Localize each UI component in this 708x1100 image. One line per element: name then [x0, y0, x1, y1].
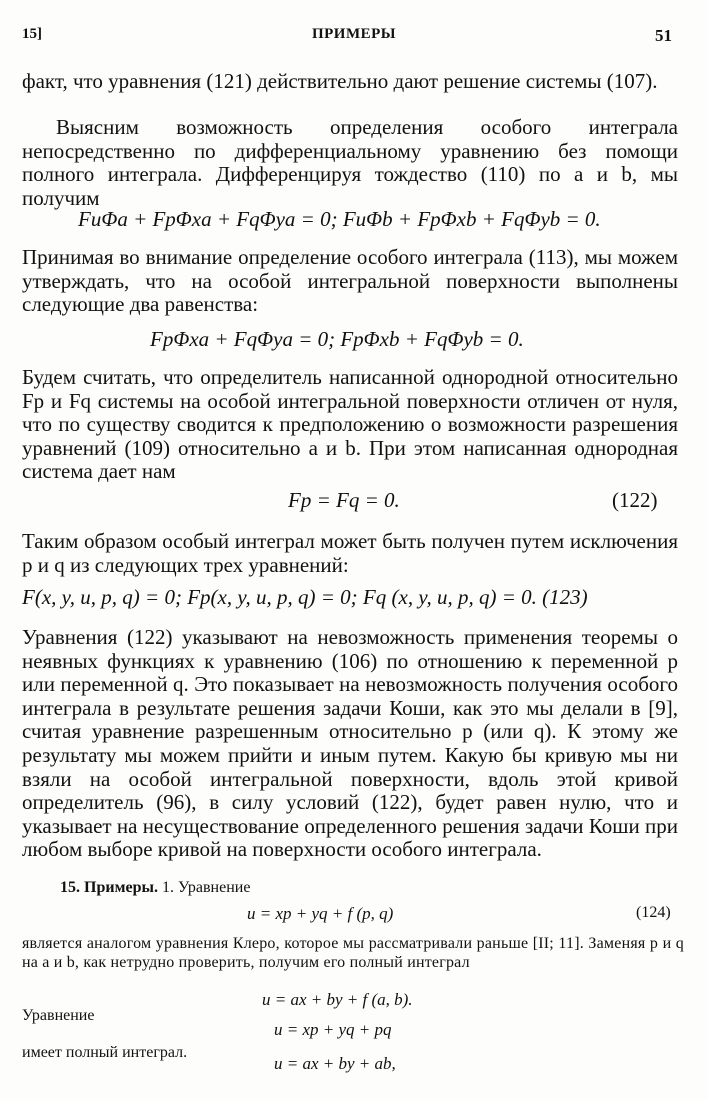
examples-heading: [60, 878, 250, 897]
equation-example-2-integral: u = ax + by + ab,: [274, 1054, 396, 1073]
examples-label-equation: Уравнение: [22, 1007, 95, 1024]
equation-differentiated-identity: FuΦa + FpΦxa + FqΦya = 0; FuΦb + FpΦxb + FqΦyb = 0.: [78, 207, 601, 231]
section-reference: 15]: [22, 26, 42, 42]
paragraph-4: Будем считать, что определитель написанной однородной относительно Fp и Fq системы на особой интегральной поверхности отличен от нуля, что по существу сводится к предположению о возможности разрешения уравнений (109) относительно a и b. При этом написанная однородная система дает нам: [22, 365, 678, 484]
paragraph-5: Таким образом особый интеграл может быть получен путем исключения p и q из следующих трех уравнений:: [22, 529, 678, 577]
equation-example-2: u = xp + yq + pq: [274, 1020, 392, 1039]
equation-complete-integral: u = ax + by + f (a, b).: [262, 990, 413, 1009]
paragraph-1: факт, что уравнения (121) действительно дают решение системы (107).: [22, 69, 658, 93]
examples-heading-bold: 15. Примеры.: [60, 879, 158, 896]
examples-heading-rest: 1. Уравнение: [157, 879, 251, 896]
paragraph-3: Принимая во внимание определение особого интеграла (113), мы можем утверждать, что на особой интегральной поверхности выполнены следующие два равенства:: [22, 245, 678, 317]
equation-124: u = xp + yq + f (p, q): [247, 904, 394, 923]
paragraph-6: Уравнения (122) указывают на невозможность применения теоремы о неявных функциях к уравнению (106) по отношению к переменной p или переменной q. Это показывает на невозможность получения особого интеграла в результате решения задачи Коши, как это мы делали в [9], считая уравнение разрешенным относительно p (или q). К этому же результату мы можем прийти и иным путем. Какую бы кривую мы ни взяли на особой интегральной поверхности, вдоль этой кривой определитель (96), в силу условий (122), будет равен нулю, что и указывает на несуществование определенного решения задачи Коши при любом выборе кривой на поверхности особого интеграла.: [22, 625, 678, 862]
equation-singular-surface-equalities: FpΦxa + FqΦya = 0; FpΦxb + FqΦyb = 0.: [150, 327, 524, 351]
page-number: 51: [655, 26, 672, 45]
paragraph-2: Выясним возможность определения особого интеграла непосредственно по дифференциальному уравнению без помощи полного интеграла. Дифференцируя тождество (110) по a и b, мы получим: [22, 115, 678, 210]
examples-label-has-integral: имеет полный интеграл.: [22, 1044, 188, 1061]
equation-number-124: (124): [636, 904, 671, 921]
running-title: ПРИМЕРЫ: [311, 26, 397, 42]
equation-number-122: (122): [612, 488, 658, 512]
equation-122: Fp = Fq = 0.: [288, 488, 400, 512]
equation-123: F(x, y, u, p, q) = 0; Fp(x, y, u, p, q) = 0; Fq (x, y, u, p, q) = 0. (123): [22, 585, 588, 609]
examples-paragraph: является аналогом уравнения Клеро, которое мы рассматривали раньше [II; 11]. Заменяя p и q на a и b, как нетрудно проверить, получим его полный интеграл: [22, 935, 684, 971]
